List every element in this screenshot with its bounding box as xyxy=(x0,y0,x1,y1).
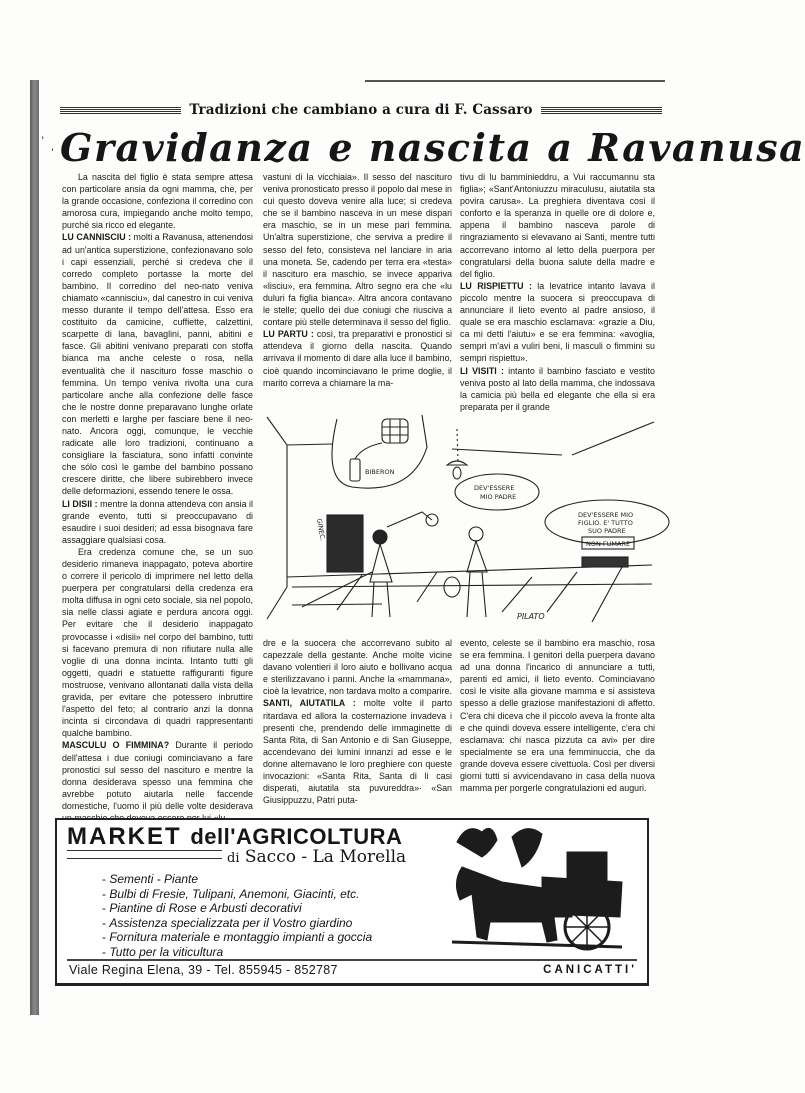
paragraph-text: intanto il bambino fasciato e vestito veniva posto al lato della mamma, che indossava la camicia più bella ed elegante che ella si era preparata per il grande xyxy=(460,365,655,412)
paragraph-text: molti a Ravanusa, attenendosi ad un'antica superstizione, confezionavano solo i capi essenziali, perché si credeva che il corredo completo portasse la morte del bambino. Il corredino del neo-nato veniva chiamato «cannisciu», dal canestro in cui veniva messo durante il tempo dell'attesa. Esso era costituito da camicine, cuffiette, calzettini, scarpette di lana, bavaglini, panni, abitini e fasce. Gli abitini venivano preparati con stoffa bianca ma anche celeste o rosa, nella eventualità che il nascituro fosse maschio o femmina. Un tempo veniva rivolta una cura particolare anche alla confezione delle fasce che le nostre donne preparavano lunghe orlate con merletti e larghe per fasciare bene il neo-nato. Ancora oggi, comunque, le vecchie radicate alle loro tradizioni, continuano a consigliare la fasciatura, sono infatti convinte che sólo così le gambe del bambino possano crescere diritte, che libere subirebbero invece delle deformazioni, essendo tenere le ossa. xyxy=(62,232,253,497)
article-title: Gravidanza e nascita a Ravanusa xyxy=(60,125,805,170)
section-heading: MASCULU O FIMMINA? xyxy=(62,740,170,751)
article-section-paragraph xyxy=(263,697,452,806)
ad-item: - Fornitura materiale e montaggio impianti a goccia xyxy=(102,930,372,945)
baby-figure xyxy=(387,512,432,527)
section-kicker xyxy=(60,102,662,118)
lightbulb-icon xyxy=(453,467,461,479)
article-section-paragraph xyxy=(460,365,655,413)
article-paragraph xyxy=(62,171,253,231)
barrel-icon xyxy=(382,419,408,443)
ad-owner-prefix: di xyxy=(227,851,240,866)
top-rule xyxy=(365,80,665,82)
bottle-label: BIBERON xyxy=(365,468,395,476)
ad-brand-rest: dell'AGRICOLTURA xyxy=(190,824,403,849)
ad-product-list xyxy=(102,872,372,959)
article-paragraph xyxy=(263,171,452,328)
ad-owner xyxy=(227,847,406,867)
paragraph-text: la levatrice intanto lavava il piccolo mentre la suocera si preoccupava di annunciare il lieto evento al padre ansioso, il quale se era maschio esclamava: «grazie a Diu, ca mi detti l'aiutu» e se era femmina: «avoglia, sempri m'avi a vuliri beni, li masculi o fimmini su sempri rispiettu». xyxy=(460,280,655,364)
bubble2-line2: FIGLIO. E' TUTTO xyxy=(578,519,633,527)
article-section-paragraph xyxy=(460,280,655,365)
kicker-text: Tradizioni che cambiano a cura di F. Cassaro xyxy=(189,102,533,118)
article-section-paragraph xyxy=(62,739,253,824)
cartoon-illustration xyxy=(262,407,660,632)
sign-text: NON FUMARE xyxy=(586,540,631,548)
paragraph-text: tivu di lu bamminieddru, a Vui raccumannu sta figlia»; «Sant'Antoniuzzu miraculusu, aiutatila sta povira carusa». La preghiera diventava così il conforto e la speranza in quelle ore di dolore e, appena il bambino nasceva parole di ringraziamento si elevavano ai Santi, mentre tutti accorrevano intorno al letto della puerpora per congratularsi della buona salute della madre e del figlio. xyxy=(460,172,655,279)
door-label: GINEC. xyxy=(315,517,327,542)
article-paragraph xyxy=(62,546,253,740)
speech-bubble-1 xyxy=(455,474,539,510)
article-column-2-lower xyxy=(263,637,452,806)
article-paragraph xyxy=(263,637,452,697)
article-paragraph xyxy=(460,637,655,794)
ad-divider xyxy=(67,959,637,961)
cart-riders xyxy=(567,852,607,882)
ad-item: - Assistenza specializzata per il Vostro giardino xyxy=(102,916,372,931)
article-paragraph xyxy=(460,171,655,280)
kicker-rule-left xyxy=(60,107,181,114)
door-icon xyxy=(327,515,363,572)
advertisement-box xyxy=(55,818,649,986)
bench-icon xyxy=(582,557,628,567)
page-binding-edge xyxy=(30,80,39,1015)
section-heading: LI VISITI : xyxy=(460,365,504,376)
paragraph-text: così, tra preparativi e pronostici si attendeva il giorno della nascita. Quando arrivava il momento di dare alla luce il bambino, cioè quando incominciavano le prime doglie, il marito correva a chiamare la ma- xyxy=(263,329,452,388)
bubble2-line1: DEV'ESSERE MIO xyxy=(578,511,634,519)
section-heading: LU CANNISCIU : xyxy=(62,232,132,243)
article-section-paragraph xyxy=(62,498,253,546)
flask-icon xyxy=(444,577,460,597)
paragraph-text: Era credenza comune che, se un suo desiderio rimaneva inappagato, poteva abortire o correre il pericolo di imprimere nel letto della puerpera per congratularsi della credenza era molta diffusa in ogni ceto sociale, sia nel popolo, sia nelle classi agiate e perdura ancora oggi. Per evitare che il desiderio inappagato provocasse i «disii» nel corpo del bambino, tutti si facevano premura di non rifiutare nulla alle voglie di una donna incinta. Intanto tutti gli oggetti, quadri e statuette raffiguranti figure mostruose, venivano allontanati dalla vista della gravida, per evitare che potessero inbruttire l'aspetto del feto; al contrario anzi la donna incinta si circondava di quadri rappresentanti qualche bambino. xyxy=(62,546,253,739)
article-column-2 xyxy=(263,171,452,389)
margin-marks: ˈ ˌ xyxy=(40,135,56,152)
article-section-paragraph xyxy=(62,231,253,497)
ad-item: - Tutto per la viticultura xyxy=(102,945,372,960)
bubble2-line3: SUO PADRE xyxy=(588,527,626,535)
section-heading: LI DISII : xyxy=(62,498,98,509)
section-heading: LU RISPIETTU : xyxy=(460,280,532,291)
woman-head xyxy=(373,530,387,544)
paragraph-text: mentre la donna attendeva con ansia il grande evento, tutti si preoccupavano di esaudire i suoi desideri; ad essa bisognava fare assaggiare qualsiasi cosa. xyxy=(62,498,253,545)
article-column-3-lower xyxy=(460,637,655,794)
sicilian-cart-illustration xyxy=(442,822,632,954)
bubble1-line1: DEV'ESSERE xyxy=(474,484,515,492)
room-wall-left xyxy=(267,417,287,619)
article-column-3 xyxy=(460,171,655,413)
section-heading: LU PARTU : xyxy=(263,329,314,340)
man-head xyxy=(469,527,483,541)
ad-city: CANICATTI' xyxy=(543,964,637,976)
section-heading: SANTI, AIUTATILA : xyxy=(263,698,356,709)
ad-address: Viale Regina Elena, 39 - Tel. 855945 - 852787 xyxy=(69,963,338,977)
ad-rule xyxy=(67,850,222,851)
paragraph-text: evento, celeste se il bambino era maschio, rosa se era femmina. I genitori della puerpera davano ad una donna l'incarico di annunciare a tutti, parenti ed amici, il lieto evento. Cominciavano così le visite alla giovane mamma e si assisteva spesso a delle graziose manifestazioni di affetto. C'era chi diceva che il piccolo aveva la fronte alta e che quindi doveva essere intelligente, c'era chi esclamava: chi nasca pizzuta ca avi» per dire specialmente se era una femminuccia, che da grande doveva essere civettuola. Così per diversi giorni tutti si avvicendavano in casa della nuova mamma per porgerle congratulazioni ed auguri. xyxy=(460,638,655,794)
paragraph-text: dre e la suocera che accorrevano subito al capezzale della gestante. Anche molte vicine davano volentieri il loro aiuto e bollivano acqua e sterilizzavano i panni. Anche la «mammana», cioè la levatrice, non tardava molto a comparire. xyxy=(263,638,452,697)
woman-figure xyxy=(370,544,392,617)
bottle-icon xyxy=(350,459,360,481)
article-section-paragraph xyxy=(263,328,452,388)
ad-item: - Bulbi di Fresie, Tulipani, Anemoni, Giacinti, etc. xyxy=(102,887,372,902)
paragraph-text: vastuni di la vicchiaia». Il sesso del nascituro veniva pronosticato presso il popolo dal mese in cui questo doveva venire alla luce; si credeva che se il bambino nasceva in un mese dispari era maschio, se in un mese pari femmina. Un'altra superstizione, che serviva a predire il sesso del feto, consisteva nel lanciare in aria una moneta. Se, cadendo per terra era «testa» il nascituro era maschio, se invece appariva «lisciu», era femmina. Altro segno era che «lu duluri fa figlia bianca». Altra ancora contavano le stelle; quello dei due coniugi che riusciva a contare più stelle determinava il sesso del figlio. xyxy=(263,172,452,328)
ad-item: - Sementi - Piante xyxy=(102,872,372,887)
cartoon-signature: PILATO xyxy=(517,612,545,621)
paragraph-text: molte volte il parto ritardava ed allora la costernazione invadeva i presenti che, prendendo delle immaginette di Santa Rita, di San Antonio e di San Giuseppe, accendevano dei lumini innanzi ad esse e le donne alternavano le loro preghiere con queste invocazioni: «Santa Rita, Santa di li casi disperati, aiutatila sta puvureddra»· «San Giusippuzzu, Patri puta- xyxy=(263,698,452,806)
paragraph-text: La nascita del figlio è stata sempre attesa con particolare ansia da ogni mamma, che, per la grande occasione, confeziona il corredino con amorosa cura, impiegando anche molto tempo, purché sia ricco ed elegante. xyxy=(62,172,253,231)
paragraph-text: Durante il periodo dell'attesa i due coniugi cominciavano a fare pronostici sul sesso del nascituro e mentre la donna desiderava spesso una femmina che avrebbe potuto aiutarla nelle faccende domestiche, l'uomo il più delle volte desiderava xyxy=(62,740,253,811)
ad-rule xyxy=(67,858,222,859)
horse-plume-2 xyxy=(512,829,542,867)
thought-bubble-outline xyxy=(332,415,427,488)
man-figure xyxy=(467,541,487,617)
bubble1-line2: MIO PADRE xyxy=(480,493,517,501)
article-column-1 xyxy=(62,171,253,824)
cart-body xyxy=(542,877,622,917)
ad-item: - Piantine di Rose e Arbusti decorativi xyxy=(102,901,372,916)
kicker-rule-right xyxy=(541,107,662,114)
horse-plume-1 xyxy=(457,828,497,857)
ad-owner-name: Sacco - La Morella xyxy=(244,847,407,867)
ad-brand-main: MARKET xyxy=(67,823,182,850)
